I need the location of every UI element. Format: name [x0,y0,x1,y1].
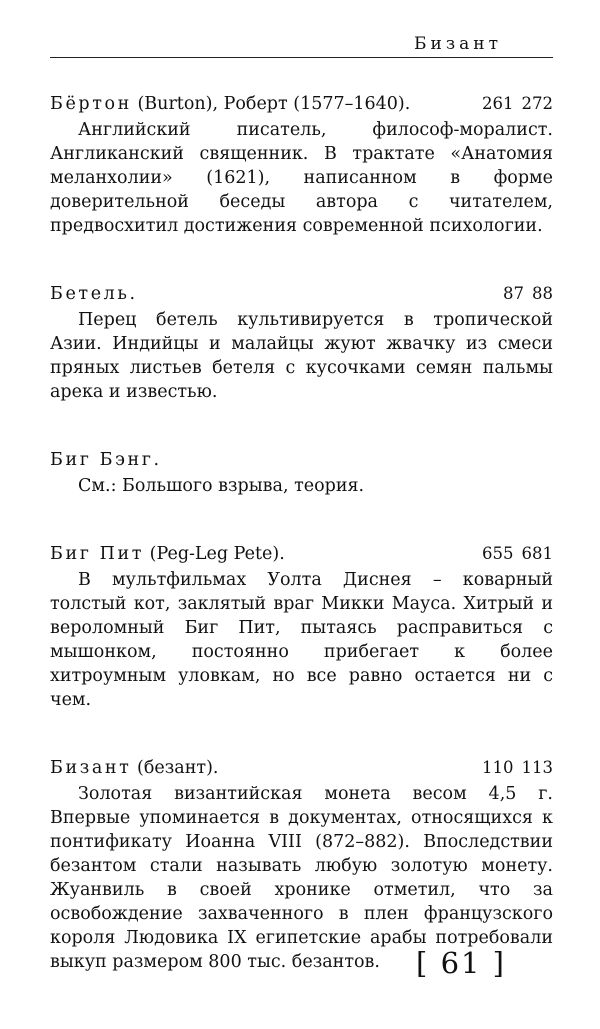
entry-big-pete [50,542,553,712]
page-refs [482,92,553,116]
entry-body: Перец бетель культивируется в тропической Азии. Индийцы и малайцы жуют жвачку из смеси пряных листьев бетеля с кусочками семян пальмы арека и известью. [50,310,553,402]
page-ref: 87 [503,284,524,303]
entry-term: Биг Пит [50,544,145,564]
entry-title [50,282,553,306]
page-ref: 88 [532,284,553,303]
page-refs [482,542,553,566]
entry-term: Бизант [50,758,132,778]
entry-term: Бетель. [50,284,138,304]
page-refs [503,282,553,306]
page-ref: 110 [482,758,514,777]
running-head: Бизант [414,34,502,54]
entry-bezant [50,756,553,974]
entry-body: В мультфильмах Уолта Диснея – коварный толстый кот, заклятый враг Микки Мауса. Хитрый и вероломный Биг Пит, пытаясь расправиться с мышонком, постоянно прибегает к более хитроумным уловкам, но все равно остается ни с чем. [50,570,553,710]
entry-body: Золотая византийская монета весом 4,5 г. Впервые упоминается в документах, относящихся к понтификату Иоанна VIII (872–882). Впоследствии безантом стали называть любую золотую монету. Жуанвиль в своей хронике отметил, что за освобождение захваченного в плен французского короля Людовика IX египетские арабы потребовали выкуп размером 800 тыс. безантов. [50,784,553,972]
page-ref: 113 [521,758,553,777]
entry-body: Английский писатель, философ-моралист. Англиканский священник. В трактате «Анатомия меланхолии» (1621), написанном в форме доверительной беседы автора с читателем, предвосхитил достижения современной психологии. [50,120,553,236]
page-ref: 272 [521,94,553,113]
entry-title [50,542,553,566]
entry-note: (Peg-Leg Pete). [149,544,285,564]
page-ref: 681 [521,544,553,563]
page-number: [ 61 ] [416,946,506,980]
entry-title [50,448,553,472]
page-ref: 261 [482,94,514,113]
entry-betel [50,282,553,404]
page-ref: 655 [482,544,514,563]
entry-note: (безант). [137,758,219,778]
entry-term: Бёртон [50,94,132,114]
entry-title [50,92,553,116]
entry-body: См.: Большого взрыва, теория. [78,476,365,496]
entry-burton [50,92,553,238]
header-rule [50,57,553,58]
entry-big-bang [50,448,553,498]
entry-title [50,756,553,780]
entry-term: Биг Бэнг. [50,450,162,470]
page-refs [482,756,553,780]
dictionary-entries [50,92,553,1018]
entry-note: (Burton), Роберт (1577–1640). [137,94,411,114]
